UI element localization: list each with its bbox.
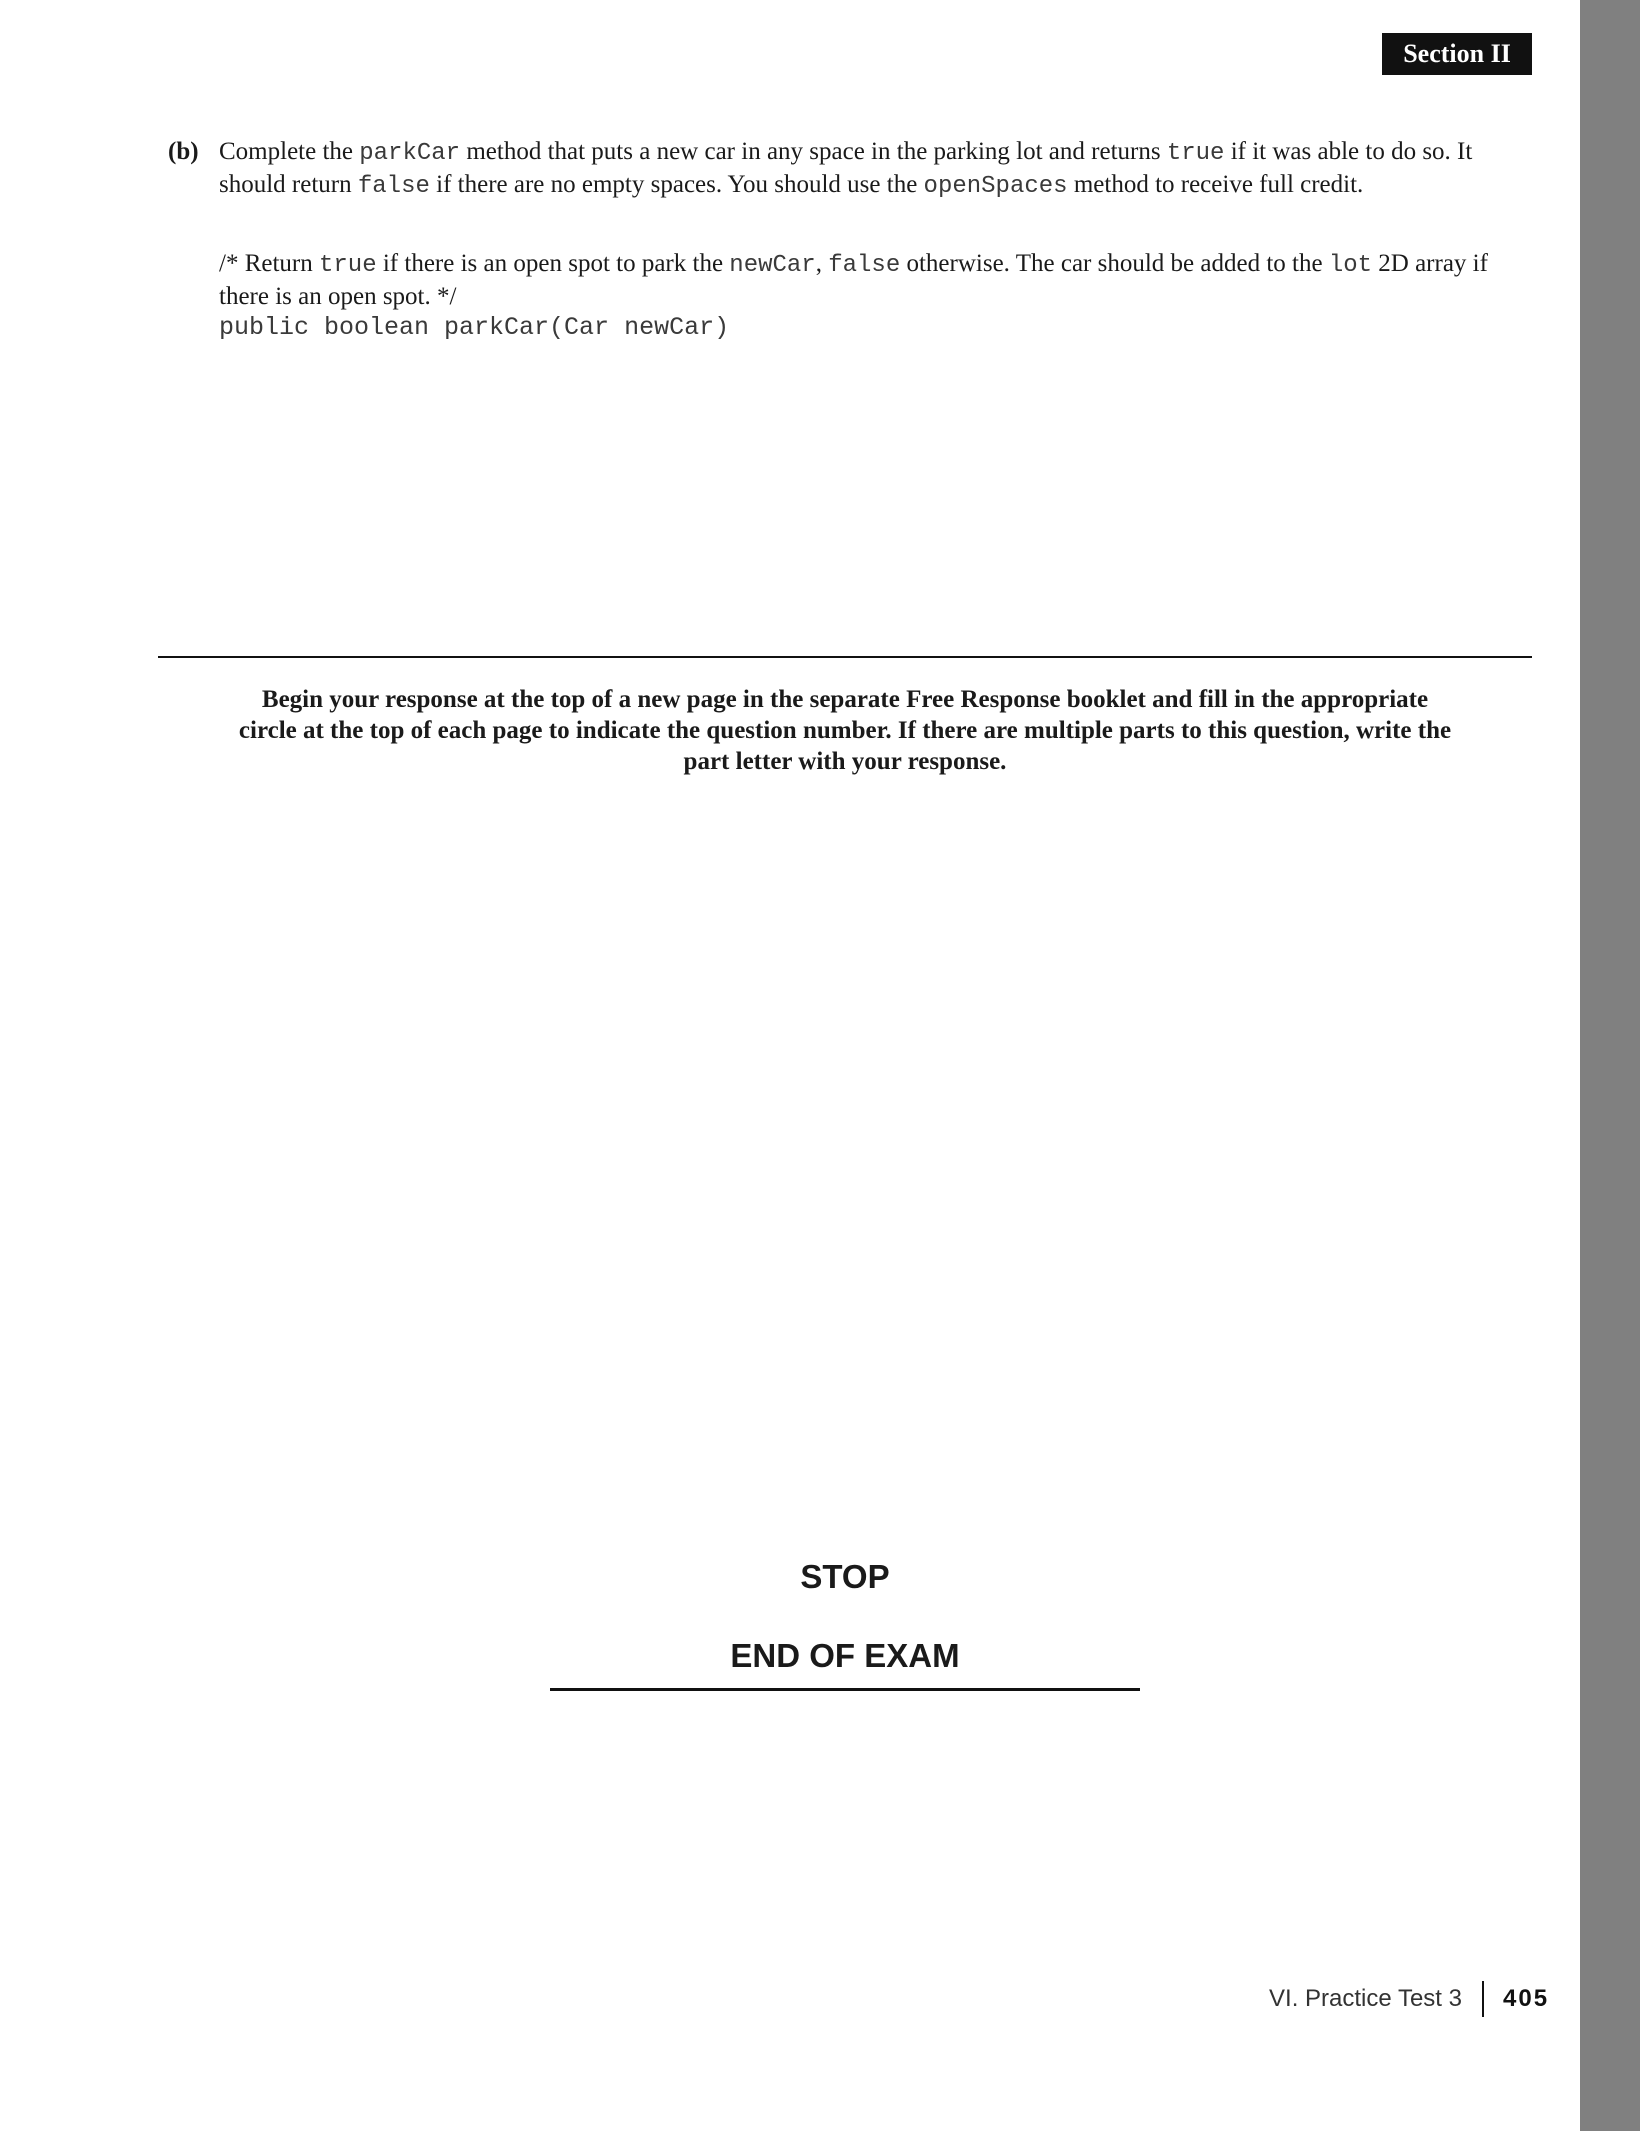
page-number: 405 xyxy=(1503,1985,1550,2012)
code-term-false: false xyxy=(828,252,901,279)
page-edge-tab xyxy=(1580,0,1640,2131)
prompt-text: method that puts a new car in any space in the parking lot and returns xyxy=(460,138,1167,165)
comment-text: if there is an open spot to park the xyxy=(376,250,730,277)
method-comment xyxy=(219,248,1539,312)
prompt-text: if there are no empty spaces. You should use the xyxy=(429,171,924,198)
part-letter: (b) xyxy=(168,138,199,165)
page-footer xyxy=(1200,1981,1550,2017)
footer-label: VI. Practice Test 3 xyxy=(1269,1985,1462,2012)
code-term-newcar: newCar xyxy=(729,252,816,279)
footer-separator xyxy=(1482,1981,1484,2017)
method-signature: public boolean parkCar(Car newCar) xyxy=(219,313,730,342)
stop-heading: STOP xyxy=(800,1558,890,1595)
code-term-true: true xyxy=(319,252,377,279)
question-part-b xyxy=(168,136,1538,202)
comment-text: 2D array if there is an open spot. */ xyxy=(219,250,1488,310)
end-of-exam-heading: END OF EXAM xyxy=(730,1637,960,1674)
code-term-openspaces: openSpaces xyxy=(923,173,1068,200)
comment-text: /* Return xyxy=(219,250,319,277)
section-divider xyxy=(158,656,1532,658)
part-b-prompt xyxy=(219,136,1538,202)
response-instructions: Begin your response at the top of a new page in the separate Free Response booklet and fill in the appropriate circle at the top of each page to indicate the question number. If there are multiple parts to this question, write the part letter with your response. xyxy=(238,686,1452,775)
code-term-false: false xyxy=(357,173,430,200)
prompt-text: Complete the xyxy=(219,138,360,165)
code-term-lot: lot xyxy=(1328,252,1373,279)
prompt-text: method to receive full credit. xyxy=(1067,171,1364,198)
comment-text: , xyxy=(815,250,829,277)
section-tag: Section II xyxy=(1382,33,1532,75)
comment-text: otherwise. The car should be added to the xyxy=(900,250,1329,277)
code-term-parkcar: parkCar xyxy=(359,140,461,167)
code-term-true: true xyxy=(1166,140,1225,167)
end-rule xyxy=(550,1688,1140,1691)
prompt-text: if it was able to do so. It should return xyxy=(219,138,1473,198)
